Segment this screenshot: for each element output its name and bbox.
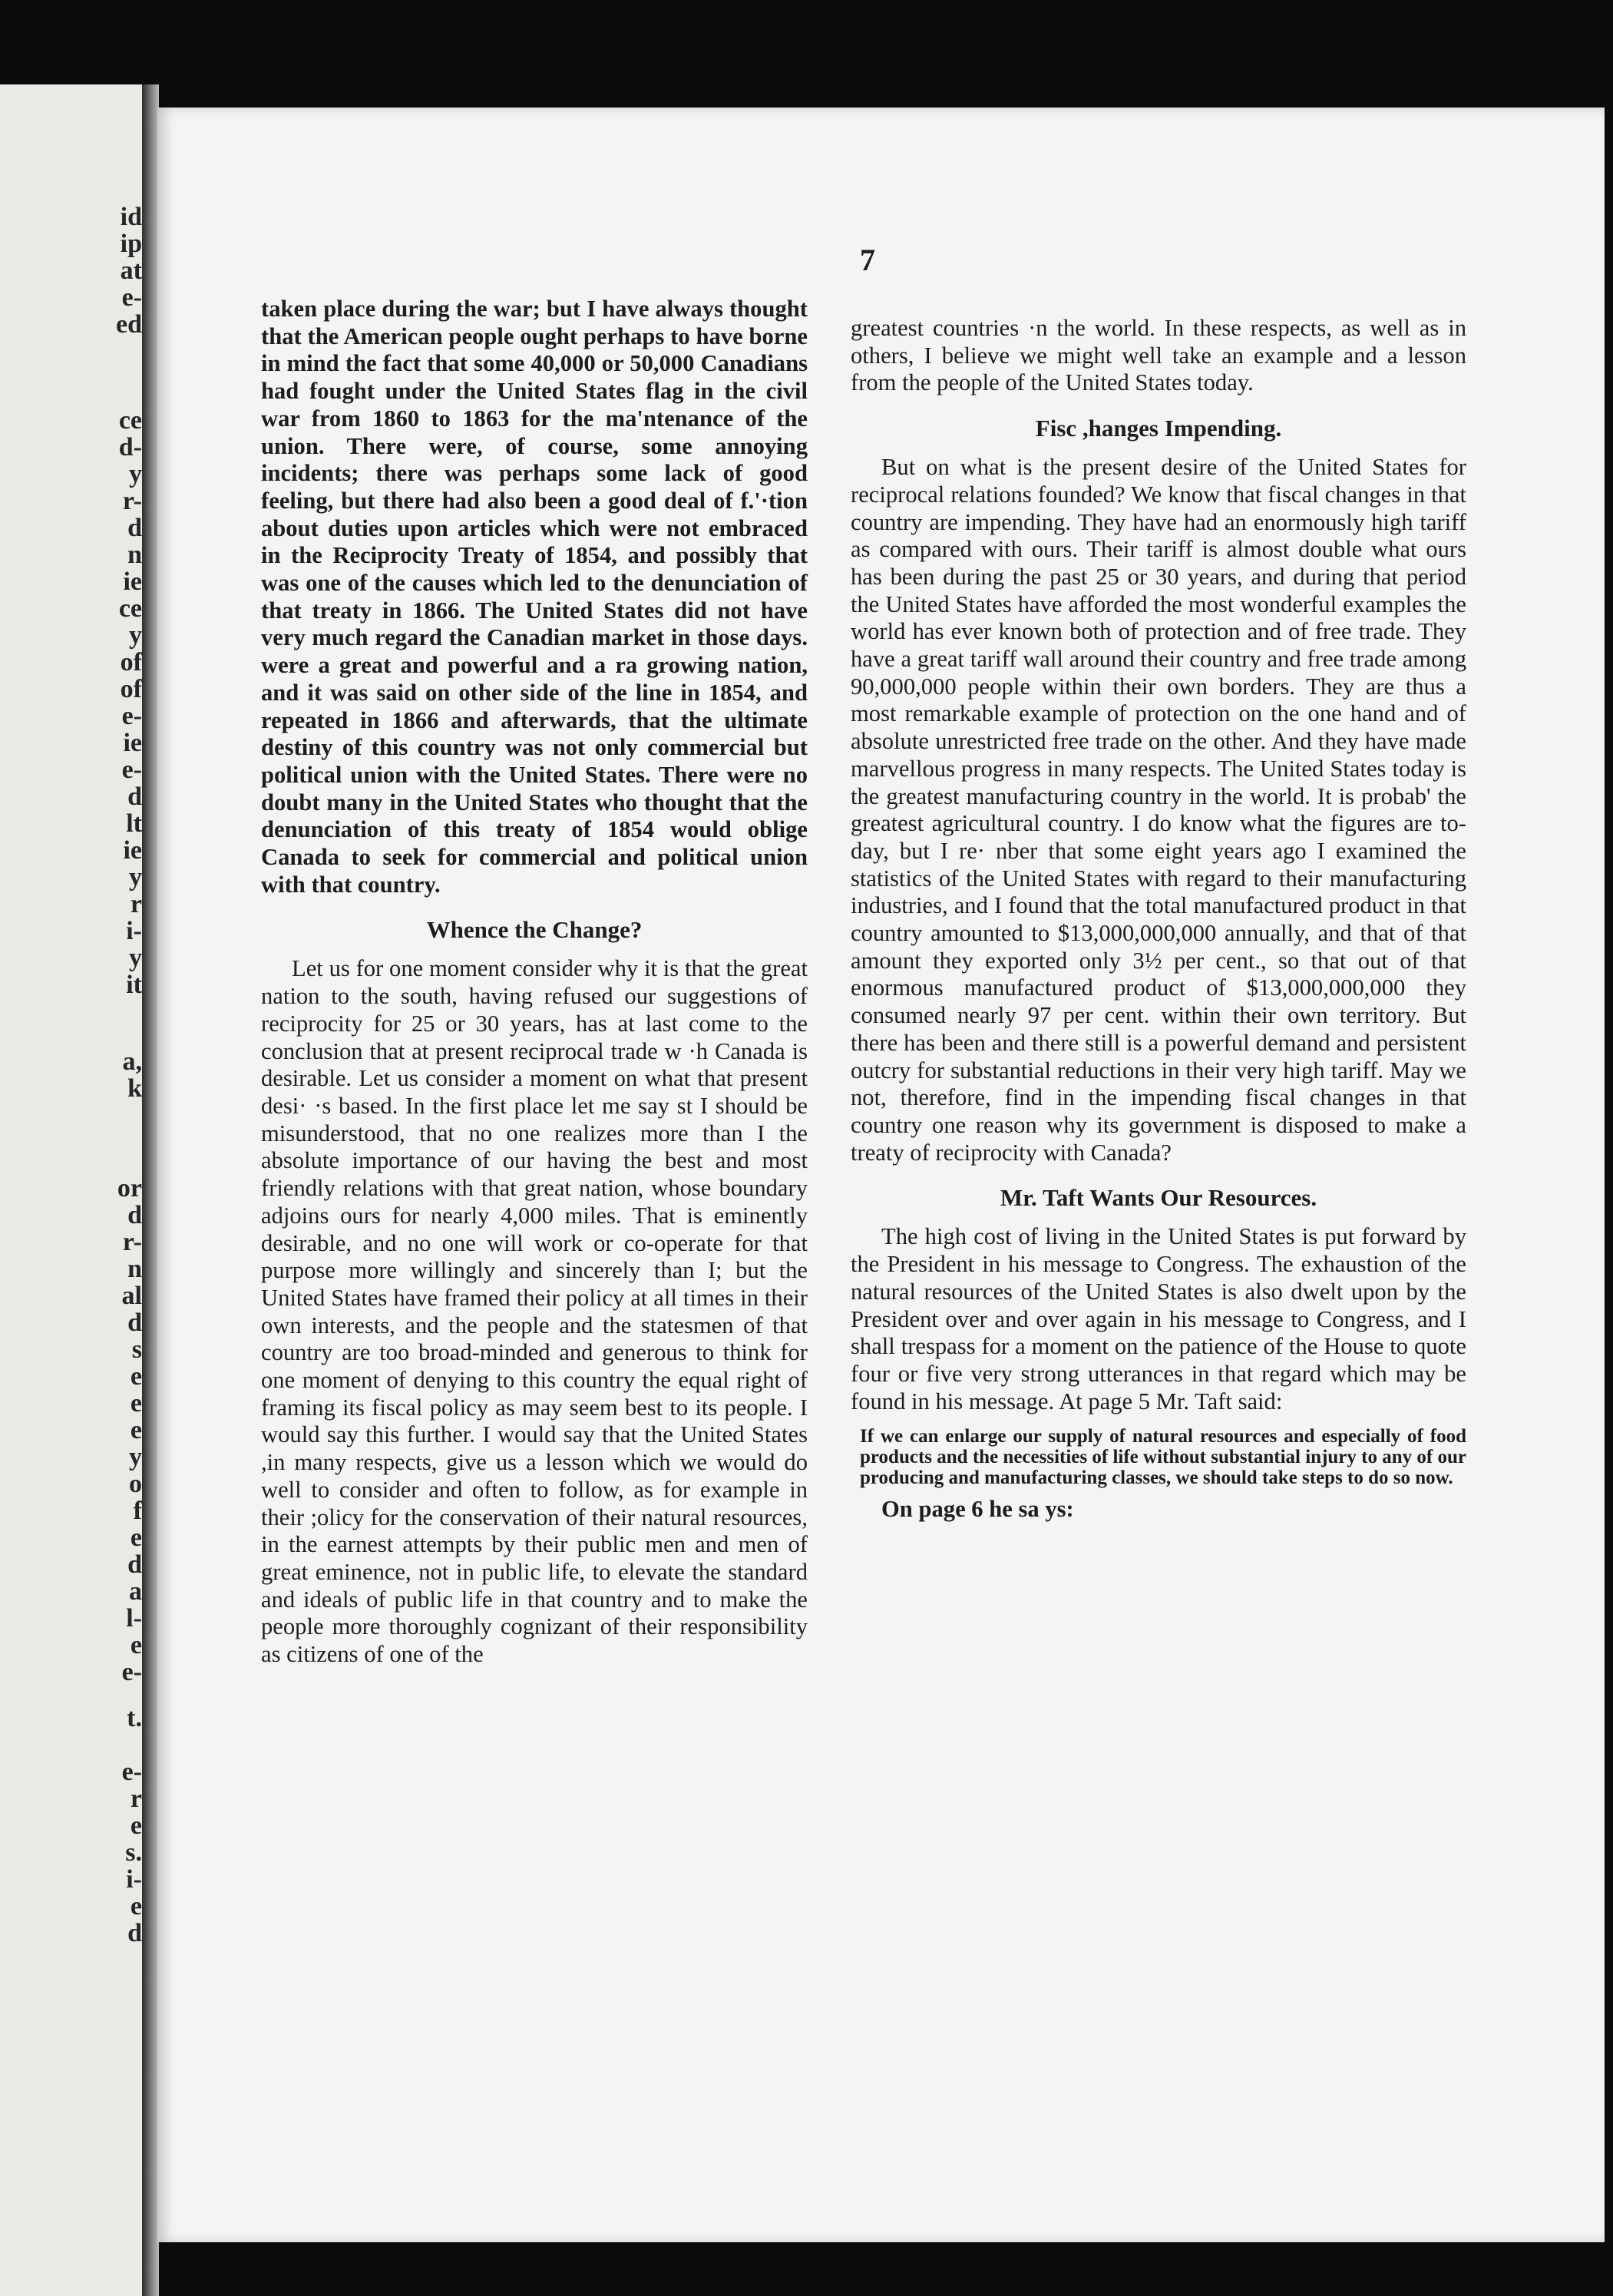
left-page-strip [0,84,142,2296]
paragraph: On page 6 he sa ys: [881,1496,1074,1523]
left-page-fragment: r- [122,1228,142,1256]
left-page-fragment: f [133,1497,142,1525]
left-page-fragment: ie [123,567,142,596]
left-page-fragment: e- [121,283,142,312]
left-page-fragment: it [126,971,142,999]
left-page-fragment: n [127,1255,142,1283]
left-page-fragment: ie [123,729,142,757]
left-page-fragment: y [129,863,142,892]
left-page-fragment: of [120,648,142,677]
left-page-fragment: y [129,944,142,972]
left-page-fragment: ce [118,406,142,435]
left-page-fragment: d [127,514,142,542]
left-page-fragment: d [127,1919,142,1947]
left-page-fragment: t. [127,1704,142,1732]
left-page-fragment: k [127,1074,142,1103]
section-heading: Mr. Taft Wants Our Resources. [1000,1184,1317,1212]
left-page-fragment: d [127,1550,142,1579]
left-page-fragment: ed [116,310,142,339]
left-column [261,296,808,1669]
left-page-fragment: e [130,1892,142,1921]
paragraph: taken place during the war; but I have always thought that the American people ought perhaps to have borne in mind the fact that some 40,000 or 50,000 Canadians had fought under the United States flag in the civil war from 1860 to 1863 for the ma'ntenance of the union. There were, of course, some annoying incidents; there was perhaps some lack of good feeling, but there had also been a good deal of f.'·tion about duties upon articles which were not embraced in the Reciprocity Treaty of 1854, and possibly that was one of the causes which led to the denunciation of that treaty in 1866. The United States did not have very much regard the Canadian market in those days. were a great and powerful and a ra growing nation, and it was said on other side of the line in 1854, and repeated in 1866 and afterwards, that the ultimate destiny of this country was not only commercial but political union with the United States. There were no doubt many in the United States who thought that the denunciation of this treaty of 1854 would oblige Canada to seek for commercial and political union with that country. [261,296,808,898]
left-page-fragment: of [120,675,142,703]
left-page-fragment: y [129,621,142,650]
left-page-fragment: e [130,1362,142,1391]
left-page-fragment: l- [126,1604,142,1633]
left-page-fragment: d- [118,433,142,462]
left-page-fragment: d [127,1201,142,1229]
left-page-fragment: i- [126,1865,142,1894]
left-page-fragment: e- [121,1758,142,1786]
left-page-fragment: s. [125,1838,142,1867]
left-page-fragment: lt [126,809,142,838]
left-page-fragment: e [130,1811,142,1840]
left-page-fragment: d [127,1308,142,1337]
page-gutter [142,84,159,2296]
paragraph: greatest countries ·n the world. In these respects, as well as in others, I believe we might well take an example and a lesson from the people of the United States today. [851,315,1466,396]
left-page-fragment: r- [122,487,142,515]
left-page-fragment: y [129,460,142,488]
left-page-fragment: ce [118,594,142,623]
paragraph: Let us for one moment consider why it is that the great nation to the south, having refused our suggestions of reciprocity for 25 or 30 years, has at last come to the conclusion that at present reciprocal trade w ·h Canada is desirable. Let us consider a moment on what that present desi· ·s based. In the first place let me say st I should be misunderstood, that no one realizes more than I the absolute importance of our having the best and most friendly relations with that great nation, whose boundary adjoins ours for nearly 4,000 miles. That is eminently desirable, and no one will work or co-operate for that purpose more willingly and sincerely than I; but the United States have framed their policy at all times in their own interests, and the people and the statesmen of that country are too broad-minded and generous to think for one moment of denying to this country the equal right of framing its fiscal policy as may seem best to its people. I would say this further. I would say that the United States ,in many respects, give us a lesson which we would do well to consider and often to follow, as for example in their ;olicy for the conservation of their natural resources, in the earnest attempts by their public men and men of great eminence, not in public life, to elevate the standard and ideals of public life in that country and to make the people more thoroughly cognizant of their responsibility as citizens of one of the [261,955,808,1668]
left-page-fragment: r [130,890,142,918]
left-page-fragment: at [120,256,142,285]
left-page-fragment: a [129,1577,142,1606]
left-page-fragment: r [130,1785,142,1813]
right-column [851,315,1466,1523]
paragraph: But on what is the present desire of the United States for reciprocal relations founded? We know that fiscal changes in that country are impending. They have had an enormously high tariff as compared with ours. Their tariff is almost double what ours has been during the past 25 or 30 years, and during that period the United States have afforded the most wonderful examples the world has ever known both of protection and of free trade. They have a great tariff wall around their country and free trade among 90,000,000 people within their own borders. They are thus a most remarkable example of protection on the one hand and of absolute unrestricted free trade on the other. And they have made marvellous progress in many respects. The United States today is the greatest manufacturing country in the world. It is probab' the greatest agricultural country. I do know what the figures are to-day, but I re· nber that some eight years ago I examined the statistics of the United States with regard to their manufacturing industries, and I found that the total manufactured product in that country amounted to $13,000,000,000 annually, and that of that amount they exported only 3½ per cent., so that out of that enormous manufactured product of $13,000,000,000 they consumed nearly 97 per cent. within their own territory. But there has been and there still is a powerful demand and persistent outcry for substantial reductions in their very high tariff. May we not, therefore, find in the impending fiscal changes in that country one reason why its government is disposed to make a treaty of reciprocity with Canada? [851,454,1466,1166]
left-page-fragment: id [120,203,142,231]
left-page-fragment: y [129,1443,142,1471]
section-heading: Fisc ,hanges Impending. [1035,415,1282,442]
left-page-fragment: e- [121,756,142,784]
left-page-fragment: or [117,1174,142,1203]
left-page-fragment: e [130,1631,142,1659]
left-page-fragment: n [127,541,142,569]
left-page-fragment: al [121,1282,142,1310]
left-page-fragment: ip [120,230,142,258]
left-page-fragment: e- [121,1658,142,1686]
left-page-fragment: e [130,1389,142,1418]
left-page-fragment: e- [121,702,142,730]
left-page-fragment: e [130,1523,142,1552]
left-page-fragment: e [130,1416,142,1444]
left-page-fragment: o [129,1470,142,1498]
left-page-fragment: i- [126,917,142,945]
block-quote: If we can enlarge our supply of natural resources and especially of food products and the necessities of life without substantial injury to any of our producing and manufacturing classes, we should take steps to do so now. [860,1426,1466,1489]
paragraph: The high cost of living in the United States is put forward by the President in his message to Congress. The exhaustion of the natural resources of the United States is also dwelt upon by the President over and over again in his message to Congress, and I shall trespass for a moment on the patience of the House to quote four or five very strong utterances in that regard which may be found in his message. At page 5 Mr. Taft said: [851,1223,1466,1414]
page-number: 7 [860,243,875,277]
left-page-fragment: a, [122,1047,142,1076]
left-page-fragment: d [127,782,142,811]
left-page-fragment: s [131,1335,142,1364]
section-heading: Whence the Change? [426,916,643,944]
left-page-fragment: ie [123,836,142,865]
